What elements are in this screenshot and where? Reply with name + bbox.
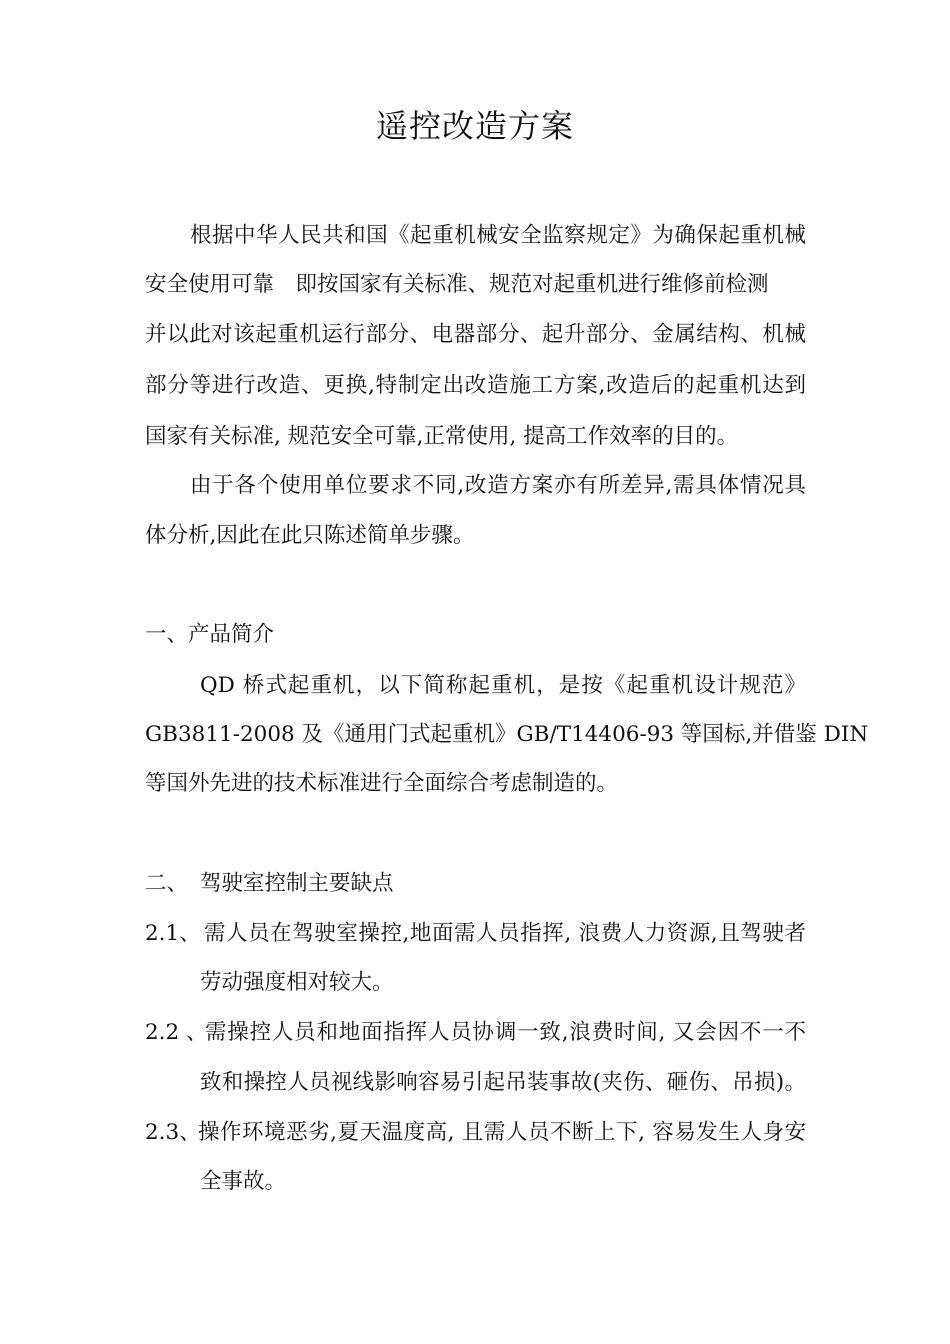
intro-paragraph-1-line-3: 并以此对该起重机运行部分、电器部分、起升部分、金属结构、机械 [145, 322, 806, 347]
intro-paragraph-2-line-1: 由于各个使用单位要求不同,改造方案亦有所差异,需具体情况具 [190, 473, 806, 498]
item-2-1-number: 2.1、 [145, 921, 201, 946]
item-2-2-number: 2.2 、 [145, 1020, 208, 1045]
intro-paragraph-1-line-5: 国家有关标准, 规范安全可靠,正常使用, 提高工作效率的目的。 [145, 424, 739, 449]
item-2-1-line-1: 需人员在驾驶室操控,地面需人员指挥, 浪费人力资源,且驾驶者 [204, 921, 806, 946]
section-2-heading-number: 二、 [145, 871, 189, 896]
section-2-heading-text: 驾驶室控制主要缺点 [200, 871, 394, 896]
section-1-line-2: GB3811-2008 及《通用门式起重机》GB/T14406-93 等国标,并借鉴 DIN [145, 722, 869, 747]
item-2-3-number: 2.3、 [145, 1120, 201, 1145]
item-2-1-line-2: 劳动强度相对较大。 [200, 970, 394, 995]
section-1-line-1: QD 桥式起重机，以下简称起重机，是按《起重机设计规范》 [200, 673, 806, 698]
intro-paragraph-2-line-2: 体分析,因此在此只陈述简单步骤。 [145, 523, 475, 548]
document-title: 遥控改造方案 [375, 107, 574, 145]
section-1-line-3: 等国外先进的技术标准进行全面综合考虑制造的。 [145, 771, 619, 796]
section-1-heading: 一、产品简介 [145, 622, 275, 647]
intro-paragraph-1-line-2: 安全使用可靠 即按国家有关标准、规范对起重机进行维修前检测 [145, 272, 769, 297]
item-2-2-line-1: 需操控人员和地面指挥人员协调一致,浪费时间, 又会因不一不 [205, 1020, 806, 1045]
intro-paragraph-1-line-1: 根据中华人民共和国《起重机械安全监察规定》为确保起重机械 [190, 223, 806, 248]
intro-paragraph-1-line-4: 部分等进行改造、更换,特制定出改造施工方案,改造后的起重机达到 [145, 373, 806, 398]
item-2-3-line-1: 操作环境恶劣,夏天温度高, 且需人员不断上下, 容易发生人身安 [198, 1120, 806, 1145]
item-2-2-line-2: 致和操控人员视线影响容易引起吊装事故(夹伤、砸伤、吊损)。 [200, 1070, 806, 1095]
item-2-3-line-2: 全事故。 [200, 1169, 287, 1194]
